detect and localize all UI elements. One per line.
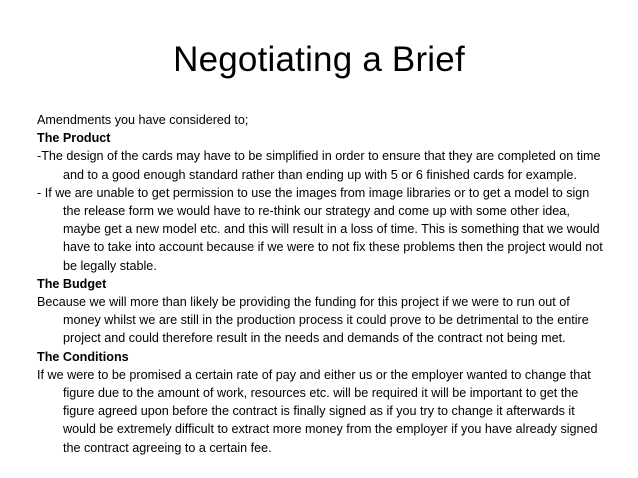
- product-point-design: -The design of the cards may have to be simplified in order to ensure that they are completed on time and to a good enough standard rather than ending up with 5 or 6 finished cards for example.: [37, 149, 601, 182]
- conditions-text: If we were to be promised a certain rate of pay and either us or the employer wanted to change that figure due to the amount of work, resources etc. will be required it will be important to get the figure agreed upon before the contract is finally signed as if you try to change it afterwards it would be extremely difficult to extract more money from the employer if you have already signed the contract agreeing to a certain fee.: [37, 367, 598, 455]
- budget-text: Because we will more than likely be providing the funding for this project if we were to run out of money whilst we are still in the production process it could prove to be detrimental to the entire project and could therefore result in the needs and demands of the contract not being met.: [37, 295, 589, 346]
- slide-body: [37, 111, 605, 457]
- product-point-permission: - If we are unable to get permission to use the images from image libraries or to get a model to sign the release form we would have to re-think our strategy and come up with some other idea, maybe get a new model etc. and this will result in a loss of time. This is something that we would have to take into account because if we were to not fix these problems then the project would not be legally stable.: [37, 185, 603, 273]
- section-heading-product: The Product: [37, 131, 111, 146]
- slide-title: Negotiating a Brief: [173, 40, 465, 79]
- section-heading-conditions: The Conditions: [37, 349, 129, 364]
- section-heading-budget: The Budget: [37, 276, 107, 291]
- intro-text: Amendments you have considered to;: [37, 113, 249, 127]
